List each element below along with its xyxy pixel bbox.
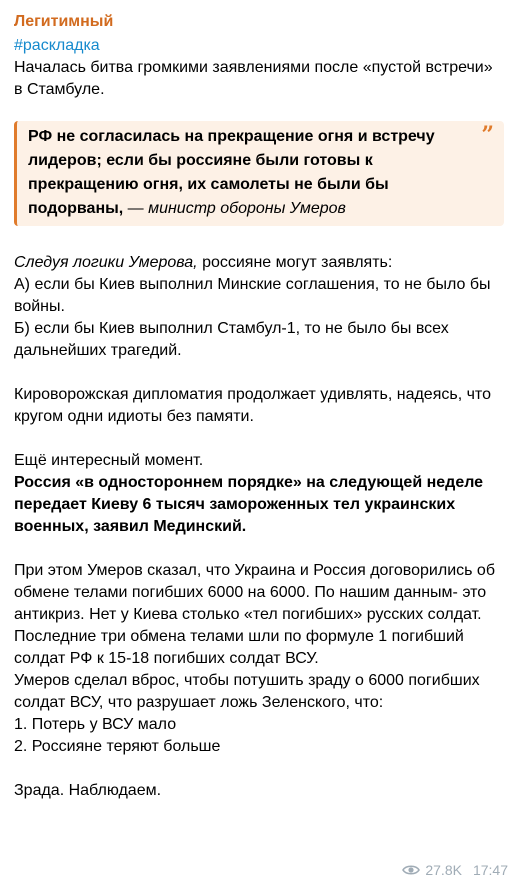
paragraph-logic-b: Б) если бы Киев выполнил Стамбул-1, то не было бы всех дальнейших трагедий. [14, 320, 449, 359]
intro-text: Началась битва громкими заявлениями после «пустой встречи» в Стамбуле. [14, 59, 493, 98]
quote-block [14, 121, 504, 226]
quote-icon: ” [481, 122, 494, 148]
message-time: 17:47 [472, 862, 508, 878]
message-meta [402, 862, 508, 878]
paragraph-logic-rest: россияне могут заявлять: [197, 254, 393, 271]
paragraph-exchange: При этом Умеров сказал, что Украина и Россия договорились об обмене телами погибших 6000 на 6000. По нашим данным- это антикриз. Нет у Киева столько «тел погибших» русских солдат. Последние три обмена телами шли по формуле 1 погибший солдат РФ к 15-18 погибших солдат ВСУ. [14, 562, 495, 667]
paragraph-logic-italic: Следуя логики Умерова, [14, 254, 198, 271]
paragraph-logic-a: А) если бы Киев выполнил Минские соглашения, то не было бы войны. [14, 276, 491, 315]
channel-name[interactable]: Легитимный [14, 13, 114, 30]
eye-icon [402, 864, 420, 876]
hashtag-link[interactable]: #раскладка [14, 37, 100, 54]
paragraph-logic [14, 252, 504, 274]
views-count: 27.8K [425, 862, 462, 878]
paragraph-moment-lead: Ещё интересный момент. [14, 452, 204, 469]
list-item-2: 2. Россияне теряют больше [14, 738, 221, 755]
quote-bold-text: РФ не согласилась на прекращение огня и встречу лидеров; если бы россияне были готовы к прекращению огня, их самолеты не были бы подорваны, [28, 128, 435, 217]
list-item-1: 1. Потерь у ВСУ мало [14, 716, 177, 733]
closing-text: Зрада. Наблюдаем. [14, 782, 162, 799]
paragraph-diplomacy: Кироворожская дипломатия продолжает удивлять, надеясь, что кругом одни идиоты без памяти. [14, 386, 491, 425]
paragraph-umerov: Умеров сделал вброс, чтобы потушить зраду о 6000 погибших солдат ВСУ, что разрушает ложь Зеленского, что: [14, 672, 480, 711]
quote-attribution: министр обороны Умеров [148, 200, 346, 217]
quote-dash: — [123, 200, 149, 217]
paragraph-moment-bold: Россия «в одностороннем порядке» на следующей неделе передает Киеву 6 тысяч замороженных тел украинских военных, заявил Мединский. [14, 474, 484, 535]
